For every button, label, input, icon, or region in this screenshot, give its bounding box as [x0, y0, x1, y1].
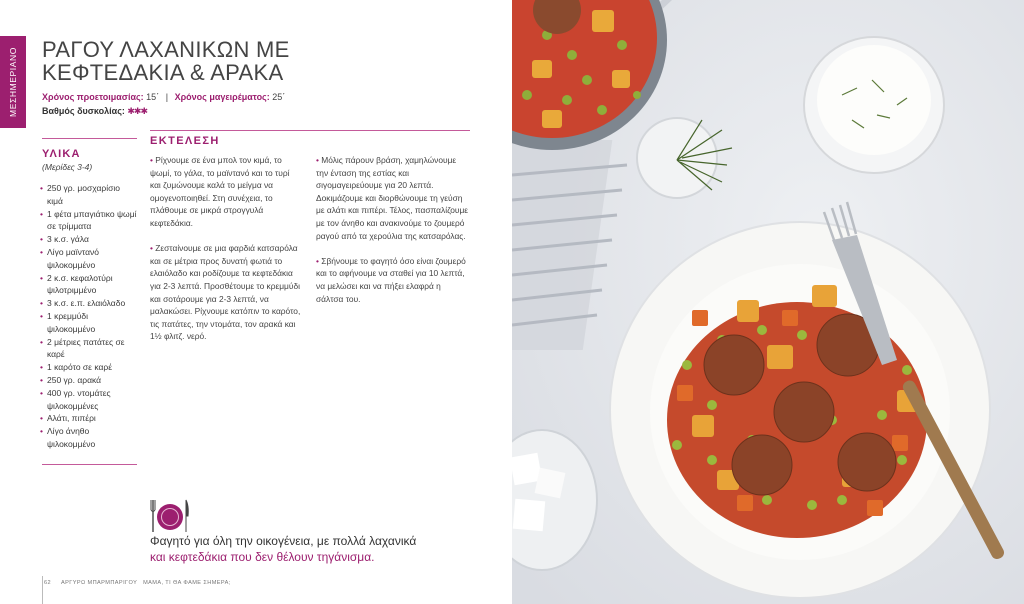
main-plate: [610, 222, 990, 598]
cook-time-label: Χρόνος μαγειρέματος:: [174, 92, 270, 102]
method-step: • Ρίχνουμε σε ένα μπολ τον κιμά, το ψωμί, το γάλα, το μαϊντανό και το τυρί και ζυμώνουμε καλά το μείγμα να ομογενοποιηθεί. Στη συνέχεια, το πλάθουμε σε μικρά στρογγυλά κεφτεδάκια.: [150, 155, 290, 228]
footer: [44, 580, 231, 586]
method-column-2: [316, 154, 470, 318]
ingredients-list: [42, 182, 138, 451]
plate-cutlery-icon: [150, 498, 190, 534]
ingredient-item: • Λίγο άνηθο ψιλοκομμένο: [42, 425, 138, 451]
ingredient-item: • 2 μέτριες πατάτες σε καρέ: [42, 336, 138, 362]
ingredients-top-rule: [42, 138, 137, 139]
difficulty-stars: ✱✱✱: [127, 106, 148, 116]
yogurt-bowl: [804, 37, 944, 173]
method-heading: ΕΚΤΕΛΕΣΗ: [150, 135, 220, 147]
footer-divider: [42, 576, 43, 604]
method-top-rule: [150, 130, 470, 131]
ingredients-bottom-rule: [42, 464, 137, 465]
method-column-1: [150, 154, 302, 356]
ingredient-item: • 3 κ.σ. ε.π. ελαιόλαδο: [42, 297, 138, 310]
ingredient-item: • 2 κ.σ. κεφαλοτύρι ψιλοτριμμένο: [42, 272, 138, 298]
ingredient-item: • 3 κ.σ. γάλα: [42, 233, 138, 246]
tagline: [150, 533, 416, 565]
tagline-line-2: και κεφτεδάκια που δεν θέλουν τηγάνισμα.: [150, 550, 375, 564]
method-step: • Μόλις πάρουν βράση, χαμηλώνουμε την ένταση της εστίας και σιγομαγειρεύουμε για 20 λεπτά. Δοκιμάζουμε και διορθώνουμε τη γεύση με αλάτι και πιπέρι. Τέλος, πασπαλίζουμε με τον άνηθο και ανακινούμε το ζουμερό ραγού από τα χερούλια της κατσαρόλας.: [316, 155, 469, 241]
difficulty-label: Βαθμός δυσκολίας:: [42, 106, 125, 116]
method-step: • Ζεσταίνουμε σε μια φαρδιά κατσαρόλα και σε μέτρια προς δυνατή φωτιά το ελαιόλαδο και ροδίζουμε τα κεφτεδάκια για 2-3 λεπτά. Προσθέτουμε το κρεμμύδι και σοτάρουμε για 2-3 λεπτά, να μαλακώσει. Ρίχνουμε κατόπιν το καρότο, τις πατάτες, την ντομάτα, τον αρακά και 1½ φλιτζ. νερό.: [150, 243, 301, 342]
footer-book-title: ΜΑΜΑ, ΤΙ ΘΑ ΦΑΜΕ ΣΗΜΕΡΑ;: [143, 580, 231, 586]
ingredient-item: • Αλάτι, πιπέρι: [42, 412, 138, 425]
recipe-title-line-1: ΡΑΓΟΥ ΛΑΧΑΝΙΚΩΝ ΜΕ: [42, 37, 290, 62]
prep-time-label: Χρόνος προετοιμασίας:: [42, 92, 144, 102]
cook-time-value: 25΄: [272, 92, 286, 102]
prep-time-value: 15΄: [146, 92, 160, 102]
meta-separator: |: [165, 92, 169, 102]
ingredient-item: • 250 γρ. μοσχαρίσιο κιμά: [42, 182, 138, 208]
servings: (Μερίδες 3-4): [42, 162, 93, 172]
footer-author: ΑΡΓΥΡΩ ΜΠΑΡΜΠΑΡΙΓΟΥ: [61, 580, 138, 586]
section-tab-label: ΜΕΣΗΜΕΡΙΑΝΟ: [8, 47, 19, 117]
food-photo-illustration: [512, 0, 1024, 604]
section-tab: [0, 36, 26, 128]
recipe-title-line-2: ΚΕΦΤΕΔΑΚΙΑ & ΑΡΑΚΑ: [42, 60, 284, 85]
food-photo: [512, 0, 1024, 604]
ingredient-item: • 1 καρότο σε καρέ: [42, 361, 138, 374]
ingredients-heading: ΥΛΙΚΑ: [42, 148, 81, 160]
ingredient-item: • 1 φέτα μπαγιάτικο ψωμί σε τρίμματα: [42, 208, 138, 234]
method-step: • Σβήνουμε το φαγητό όσο είναι ζουμερό και το αφήνουμε να σταθεί για 10 λεπτά, να μελώσει και να πήξει ελαφρά η σάλτσα του.: [316, 255, 466, 304]
recipe-meta: [42, 90, 285, 118]
ingredient-item: • Λίγο μαϊντανό ψιλοκομμένο: [42, 246, 138, 272]
ingredient-item: • 250 γρ. αρακά: [42, 374, 138, 387]
tagline-line-1: Φαγητό για όλη την οικογένεια, με πολλά λαχανικά: [150, 534, 417, 548]
ingredients-section: [42, 148, 138, 451]
page-number: 62: [44, 580, 52, 586]
ingredient-item: • 1 κρεμμύδι ψιλοκομμένο: [42, 310, 138, 336]
ingredient-item: • 400 γρ. ντομάτες ψιλοκομμένες: [42, 387, 138, 413]
recipe-title: [42, 38, 342, 84]
